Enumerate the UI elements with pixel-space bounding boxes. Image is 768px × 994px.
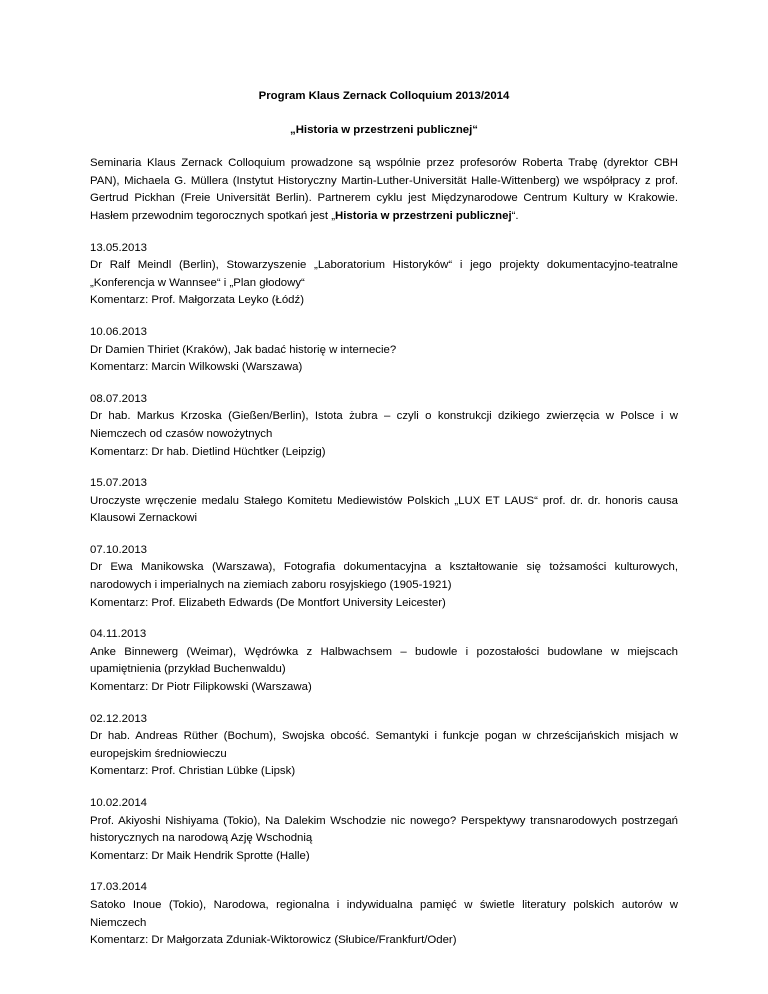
event-comment: Komentarz: Dr hab. Dietlind Hüchtker (Leipzig) — [90, 445, 326, 458]
event-description: Dr hab. Markus Krzoska (Gießen/Berlin), Istota żubra – czyli o konstrukcji dzikiego zwierzęcia w Polsce i w Niemczech od czasów nowożytnych — [90, 410, 678, 440]
event-date: 13.05.2013 — [90, 241, 148, 254]
event-date: 10.02.2014 — [90, 797, 148, 809]
event-date: 02.12.2013 — [90, 712, 148, 725]
event-entry — [90, 711, 678, 781]
event-date: 10.06.2013 — [90, 325, 148, 338]
event-entry — [90, 879, 678, 949]
event-description: Dr hab. Andreas Rüther (Bochum), Swojska obcość. Semantyki i funkcje pogan w chrześcijańskich misjach w europejskim średniowieczu — [90, 730, 678, 760]
event-entry — [90, 626, 678, 696]
event-description: Dr Ralf Meindl (Berlin), Stowarzyszenie „Laboratorium Historyków“ i jego projekty dokumentacyjno-teatralne „Konferencja w Wannsee“ i „Plan głodowy“ — [90, 259, 678, 289]
event-comment: Komentarz: Dr Małgorzata Zduniak-Wiktorowicz (Słubice/Frankfurt/Oder) — [90, 934, 457, 947]
intro-text: Seminaria Klaus Zernack Colloquium prowadzone są wspólnie przez profesorów Roberta Trabę (dyrektor CBH PAN), Michaela G. Müllera (Instytut Historyczny Martin-Luther-Universität Halle-Wittenberg) we współpracy z prof. Gertrud Pickhan (Freie Universität Berlin). Partnerem cyklu jest Międzynarodowe Centrum Kultury w Krakowie. Hasłem przewodnim tegorocznych spotkań jest „ — [90, 157, 678, 222]
event-description: Anke Binnewerg (Weimar), Wędrówka z Halbwachsem – budowle i pozostałości budowlane w miejscach upamiętnienia (przykład Buchenwaldu) — [90, 645, 678, 676]
intro-paragraph — [90, 155, 678, 225]
event-description: Satoko Inoue (Tokio), Narodowa, regionalna i indywidualna pamięć w świetle literatury polskich autorów w Niemczech — [90, 898, 678, 929]
event-comment: Komentarz: Prof. Małgorzata Leyko (Łódź) — [90, 294, 304, 307]
event-comment: Komentarz: Dr Maik Hendrik Sprotte (Halle) — [90, 849, 310, 862]
event-entry — [90, 324, 678, 377]
event-comment: Komentarz: Prof. Christian Lübke (Lipsk) — [90, 765, 296, 778]
event-comment: Komentarz: Prof. Elizabeth Edwards (De Montfort University Leicester) — [90, 596, 446, 609]
intro-text-end: “. — [511, 209, 519, 222]
event-date: 08.07.2013 — [90, 392, 148, 405]
event-date: 07.10.2013 — [90, 543, 148, 556]
event-comment: Komentarz: Dr Piotr Filipkowski (Warszawa) — [90, 681, 312, 694]
event-date: 15.07.2013 — [90, 477, 148, 490]
event-date: 04.11.2013 — [90, 628, 147, 641]
event-comment: Komentarz: Marcin Wilkowski (Warszawa) — [90, 361, 303, 374]
document-title: Program Klaus Zernack Colloquium 2013/2014 — [258, 90, 510, 102]
document-subtitle: „Historia w przestrzeni publicznej“ — [290, 123, 478, 136]
event-description: Dr Damien Thiriet (Kraków), Jak badać historię w internecie? — [90, 343, 397, 356]
event-date: 17.03.2014 — [90, 881, 148, 894]
event-entry — [90, 240, 678, 310]
event-entry — [90, 542, 678, 612]
event-entry — [90, 391, 678, 461]
intro-emphasis: Historia w przestrzeni publicznej — [335, 209, 512, 222]
event-description: Prof. Akiyoshi Nishiyama (Tokio), Na Dalekim Wschodzie nic nowego? Perspektywy transnarodowych postrzegań historycznych na narodową Azję Wschodnią — [90, 814, 678, 845]
event-description: Uroczyste wręczenie medalu Stałego Komitetu Mediewistów Polskich „LUX ET LAUS“ prof. dr. dr. honoris causa Klausowi Zernackowi — [90, 494, 678, 525]
event-entry — [90, 475, 678, 528]
event-description: Dr Ewa Manikowska (Warszawa), Fotografia dokumentacyjna a kształtowanie się tożsamości kulturowych, narodowych i imperialnych na ziemiach zaboru rosyjskiego (1905-1921) — [90, 561, 678, 592]
event-entry — [90, 795, 678, 865]
